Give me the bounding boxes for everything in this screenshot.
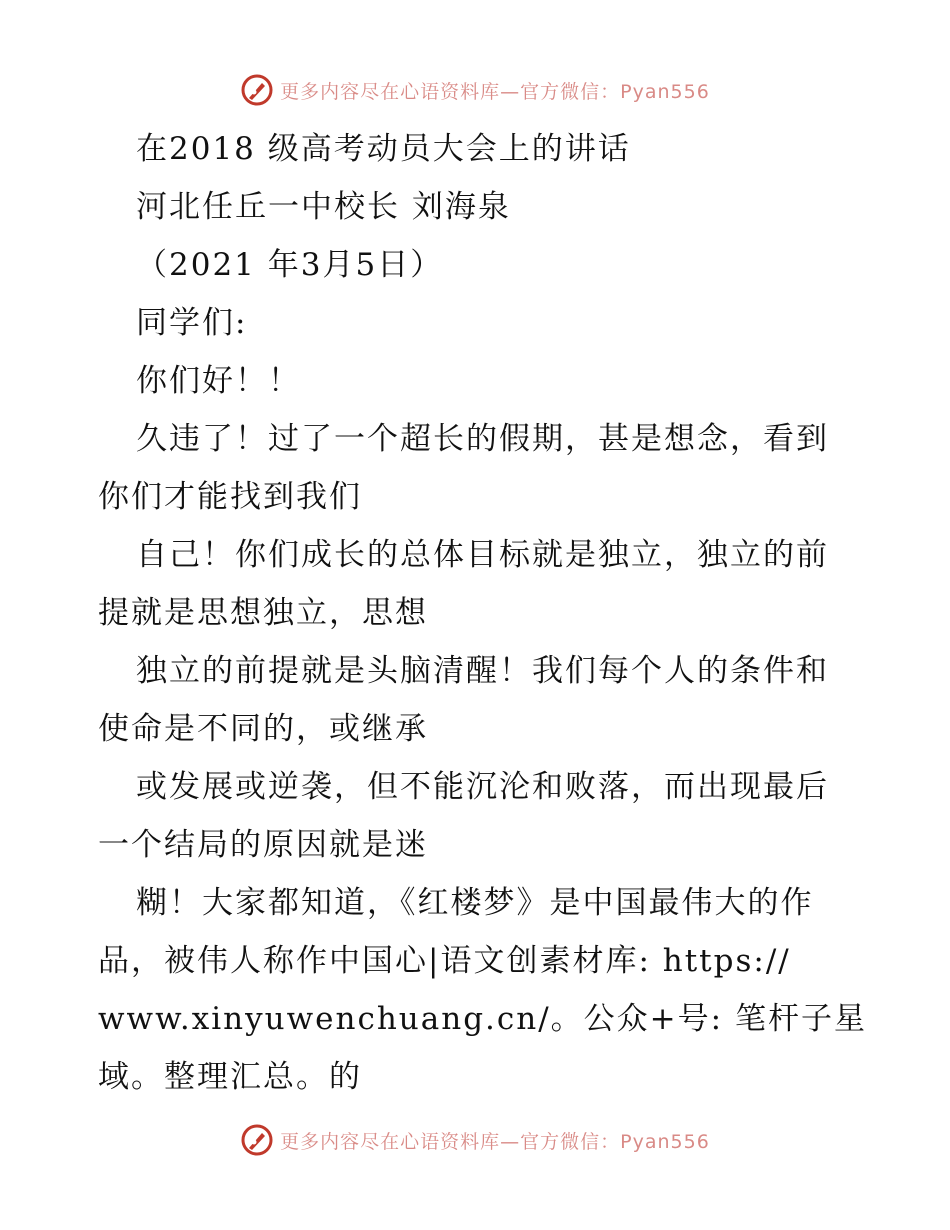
paragraph-line: 久违了！过了一个超长的假期，甚是想念，看到 bbox=[136, 421, 829, 457]
paragraph-line: 提就是思想独立，思想 bbox=[98, 595, 428, 631]
paragraph-line: 使命是不同的，或继承 bbox=[98, 711, 428, 747]
document-body bbox=[98, 120, 867, 1106]
paragraph-line: 或发展或逆袭，但不能沉沦和败落，而出现最后 bbox=[136, 769, 829, 805]
paragraph-line: 品，被伟人称作中国心|语文创素材库: https:// bbox=[98, 943, 791, 979]
doc-date: （2021 年3月5日） bbox=[136, 247, 444, 283]
pen-logo-icon bbox=[240, 73, 274, 107]
paragraph-line: 你们才能找到我们 bbox=[98, 479, 362, 515]
paragraph-line: www.xinyuwenchuang.cn/。公众+号: 笔杆子星 bbox=[98, 1001, 867, 1037]
header-banner bbox=[0, 70, 950, 110]
paragraph-line: 一个结局的原因就是迷 bbox=[98, 827, 428, 863]
paragraph-line: 自己！你们成长的总体目标就是独立，独立的前 bbox=[136, 537, 829, 573]
greeting: 你们好！！ bbox=[136, 363, 301, 399]
doc-author: 河北任丘一中校长 刘海泉 bbox=[136, 189, 511, 225]
doc-title: 在2018 级高考动员大会上的讲话 bbox=[136, 131, 631, 167]
paragraph-line: 糊！大家都知道，《红楼梦》是中国最伟大的作 bbox=[136, 885, 814, 921]
header-banner-text: 更多内容尽在心语资料库—官方微信：Pyan556 bbox=[280, 80, 710, 103]
paragraph-line: 域。整理汇总。的 bbox=[98, 1059, 362, 1095]
pen-logo-icon bbox=[240, 1123, 274, 1157]
salutation: 同学们: bbox=[136, 305, 248, 341]
paragraph-line: 独立的前提就是头脑清醒！我们每个人的条件和 bbox=[136, 653, 829, 689]
footer-banner-text: 更多内容尽在心语资料库—官方微信：Pyan556 bbox=[280, 1130, 710, 1153]
footer-banner bbox=[0, 1120, 950, 1160]
